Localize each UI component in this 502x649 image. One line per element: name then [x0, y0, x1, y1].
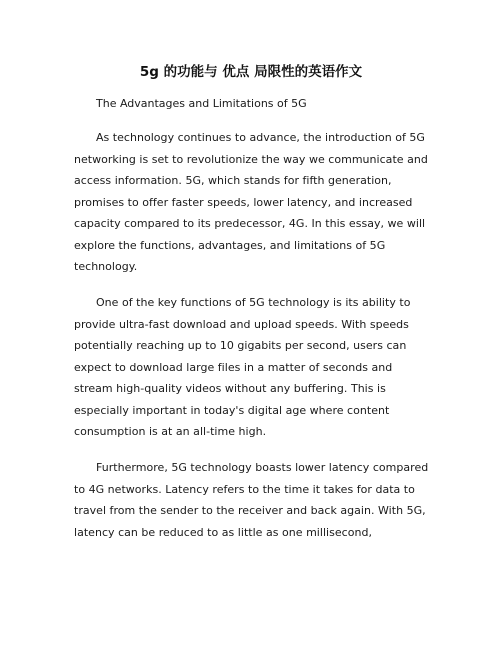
paragraph-introduction: As technology continues to advance, the introduction of 5G networking is set to revolutionize the way we communicate and access information. 5G, which stands for fifth generation, promises to offer faster speeds, lower latency, and increased capacity compared to its predecessor, 4G. In this essay, we will explore the functions, advantages, and limitations of 5G technology. — [74, 131, 428, 273]
essay-subtitle: The Advantages and Limitations of 5G — [96, 97, 307, 110]
paragraph-latency: Furthermore, 5G technology boasts lower latency compared to 4G networks. Latency refers to the time it takes for data to travel from the sender to the receiver and back again. With 5G, latency can be reduced to as little as one millisecond, — [74, 461, 429, 539]
document-title: 5g 的功能与 优点 局限性的英语作文 — [139, 64, 363, 80]
paragraph-speed: One of the key functions of 5G technology is its ability to provide ultra-fast download and upload speeds. With speeds potentially reaching up to 10 gigabits per second, users can expect to download large files in a matter of seconds and stream high-quality videos without any buffering. This is especially important in today's digital age where content consumption is at an all-time high. — [74, 296, 411, 438]
